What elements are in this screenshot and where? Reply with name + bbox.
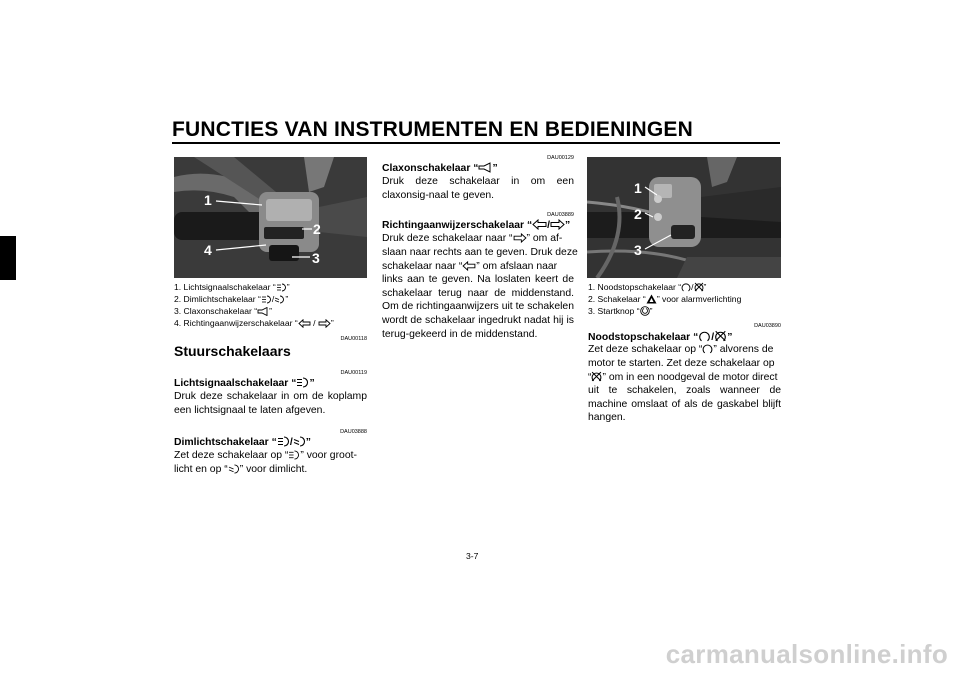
dimlicht-body-line-1: Zet deze schakelaar op “ ” voor groot-: [174, 450, 357, 461]
right-callout-3: 3: [634, 242, 642, 258]
right-caption-1: 1. Noodstopschakelaar “ / ”: [588, 282, 707, 292]
hazard-warning-icon: [646, 294, 657, 304]
horn-icon: [257, 307, 269, 316]
noodstop-body-rest: uit te schakelen, zoals wanneer de machine omslaat of als de gaskabel blijft hangen.: [588, 385, 781, 424]
dimlicht-body-line-2: licht en op “ ” voor dimlicht.: [174, 464, 308, 475]
title-divider: [172, 142, 780, 144]
left-caption-4: 4. Richtingaanwijzerschakelaar “ / ”: [174, 318, 334, 328]
left-handlebar-photo: [174, 157, 367, 278]
engine-run-icon: [702, 343, 713, 354]
turn-right-icon: [550, 219, 565, 230]
turn-left-icon: [462, 261, 476, 271]
right-callout-1: 1: [634, 180, 642, 196]
richting-body-rest: links aan te geven. Na loslaten keert de schakelaar terug naar de middenstand. Om de richtingaanwijzers uit te schakelen wordt de schakelaar ingedrukt nadat hij is terug-gekeerd in de middenstand.: [382, 274, 574, 340]
low-beam-icon: [293, 436, 306, 447]
turn-left-icon: [532, 219, 547, 230]
section-title: Stuurschakelaars: [174, 343, 291, 359]
left-caption-3: 3. Claxonschakelaar “ ”: [174, 306, 272, 316]
dimlicht-heading: Dimlichtschakelaar “ / ”: [174, 437, 311, 448]
left-callout-1: 1: [204, 192, 212, 208]
richting-body-line-1: Druk deze schakelaar naar “ ” om af-: [382, 233, 563, 244]
left-callout-2: 2: [313, 221, 321, 237]
lichtsignaal-code: DAU00119: [340, 370, 367, 376]
right-caption-2: 2. Schakelaar “ ” voor alarmverlichting: [588, 294, 742, 304]
turn-right-icon: [513, 233, 527, 243]
high-beam-icon: [261, 295, 272, 304]
turn-right-icon: [318, 319, 331, 328]
richting-heading: Richtingaanwijzerschakelaar “ / ”: [382, 220, 571, 231]
start-button-icon: [640, 306, 650, 316]
engine-stop-icon: [714, 330, 727, 342]
right-callout-2: 2: [634, 206, 642, 222]
engine-run-icon: [681, 282, 691, 292]
left-callout-4: 4: [204, 242, 212, 258]
high-beam-icon: [296, 377, 309, 388]
section-code: DAU00118: [340, 336, 367, 342]
low-beam-icon: [274, 295, 285, 304]
left-caption-1: 1. Lichtsignaalschakelaar “ ”: [174, 282, 290, 292]
high-beam-icon: [277, 436, 290, 447]
left-caption-2: 2. Dimlichtschakelaar “ / ”: [174, 294, 289, 304]
low-beam-icon: [228, 464, 240, 474]
noodstop-body-line-2: motor te starten. Zet deze schakelaar op: [588, 358, 775, 369]
claxon-body: Druk deze schakelaar in om een claxonsig-naal te geven.: [382, 176, 574, 201]
engine-stop-icon: [591, 371, 602, 382]
noodstop-body-line-3: “ ” om in een noodgeval de motor direct: [588, 372, 778, 383]
horn-icon: [478, 162, 492, 173]
lichtsignaal-heading: Lichtsignaalschakelaar “ ”: [174, 378, 315, 389]
noodstop-heading: Noodstopschakelaar “ / ”: [588, 332, 733, 343]
claxon-heading: Claxonschakelaar “ ”: [382, 163, 498, 174]
high-beam-icon: [276, 283, 287, 292]
right-caption-3: 3. Startknop “ ”: [588, 306, 653, 316]
page-number: 3-7: [466, 551, 479, 561]
noodstop-body-line-1: Zet deze schakelaar op “ ” alvorens de: [588, 344, 774, 355]
dimlicht-code: DAU03888: [340, 429, 367, 435]
right-handlebar-photo: [587, 157, 781, 278]
high-beam-icon: [288, 450, 300, 460]
page-title: FUNCTIES VAN INSTRUMENTEN EN BEDIENINGEN: [172, 118, 693, 141]
chapter-number: 3: [2, 258, 9, 270]
engine-run-icon: [698, 330, 711, 342]
engine-stop-icon: [694, 282, 704, 292]
claxon-code: DAU00129: [547, 155, 574, 161]
lichtsignaal-body: Druk deze schakelaar in om de koplamp een lichtsignaal te laten afgeven.: [174, 391, 367, 416]
richting-code: DAU03889: [547, 212, 574, 218]
left-callout-3: 3: [312, 250, 320, 266]
turn-left-icon: [298, 319, 311, 328]
richting-body-line-2: slaan naar rechts aan te geven. Druk deze: [382, 247, 578, 258]
watermark: carmanualsonline.info: [665, 639, 948, 669]
noodstop-code: DAU03890: [754, 323, 781, 329]
richting-body-line-3: schakelaar naar “ ” om afslaan naar: [382, 261, 558, 272]
